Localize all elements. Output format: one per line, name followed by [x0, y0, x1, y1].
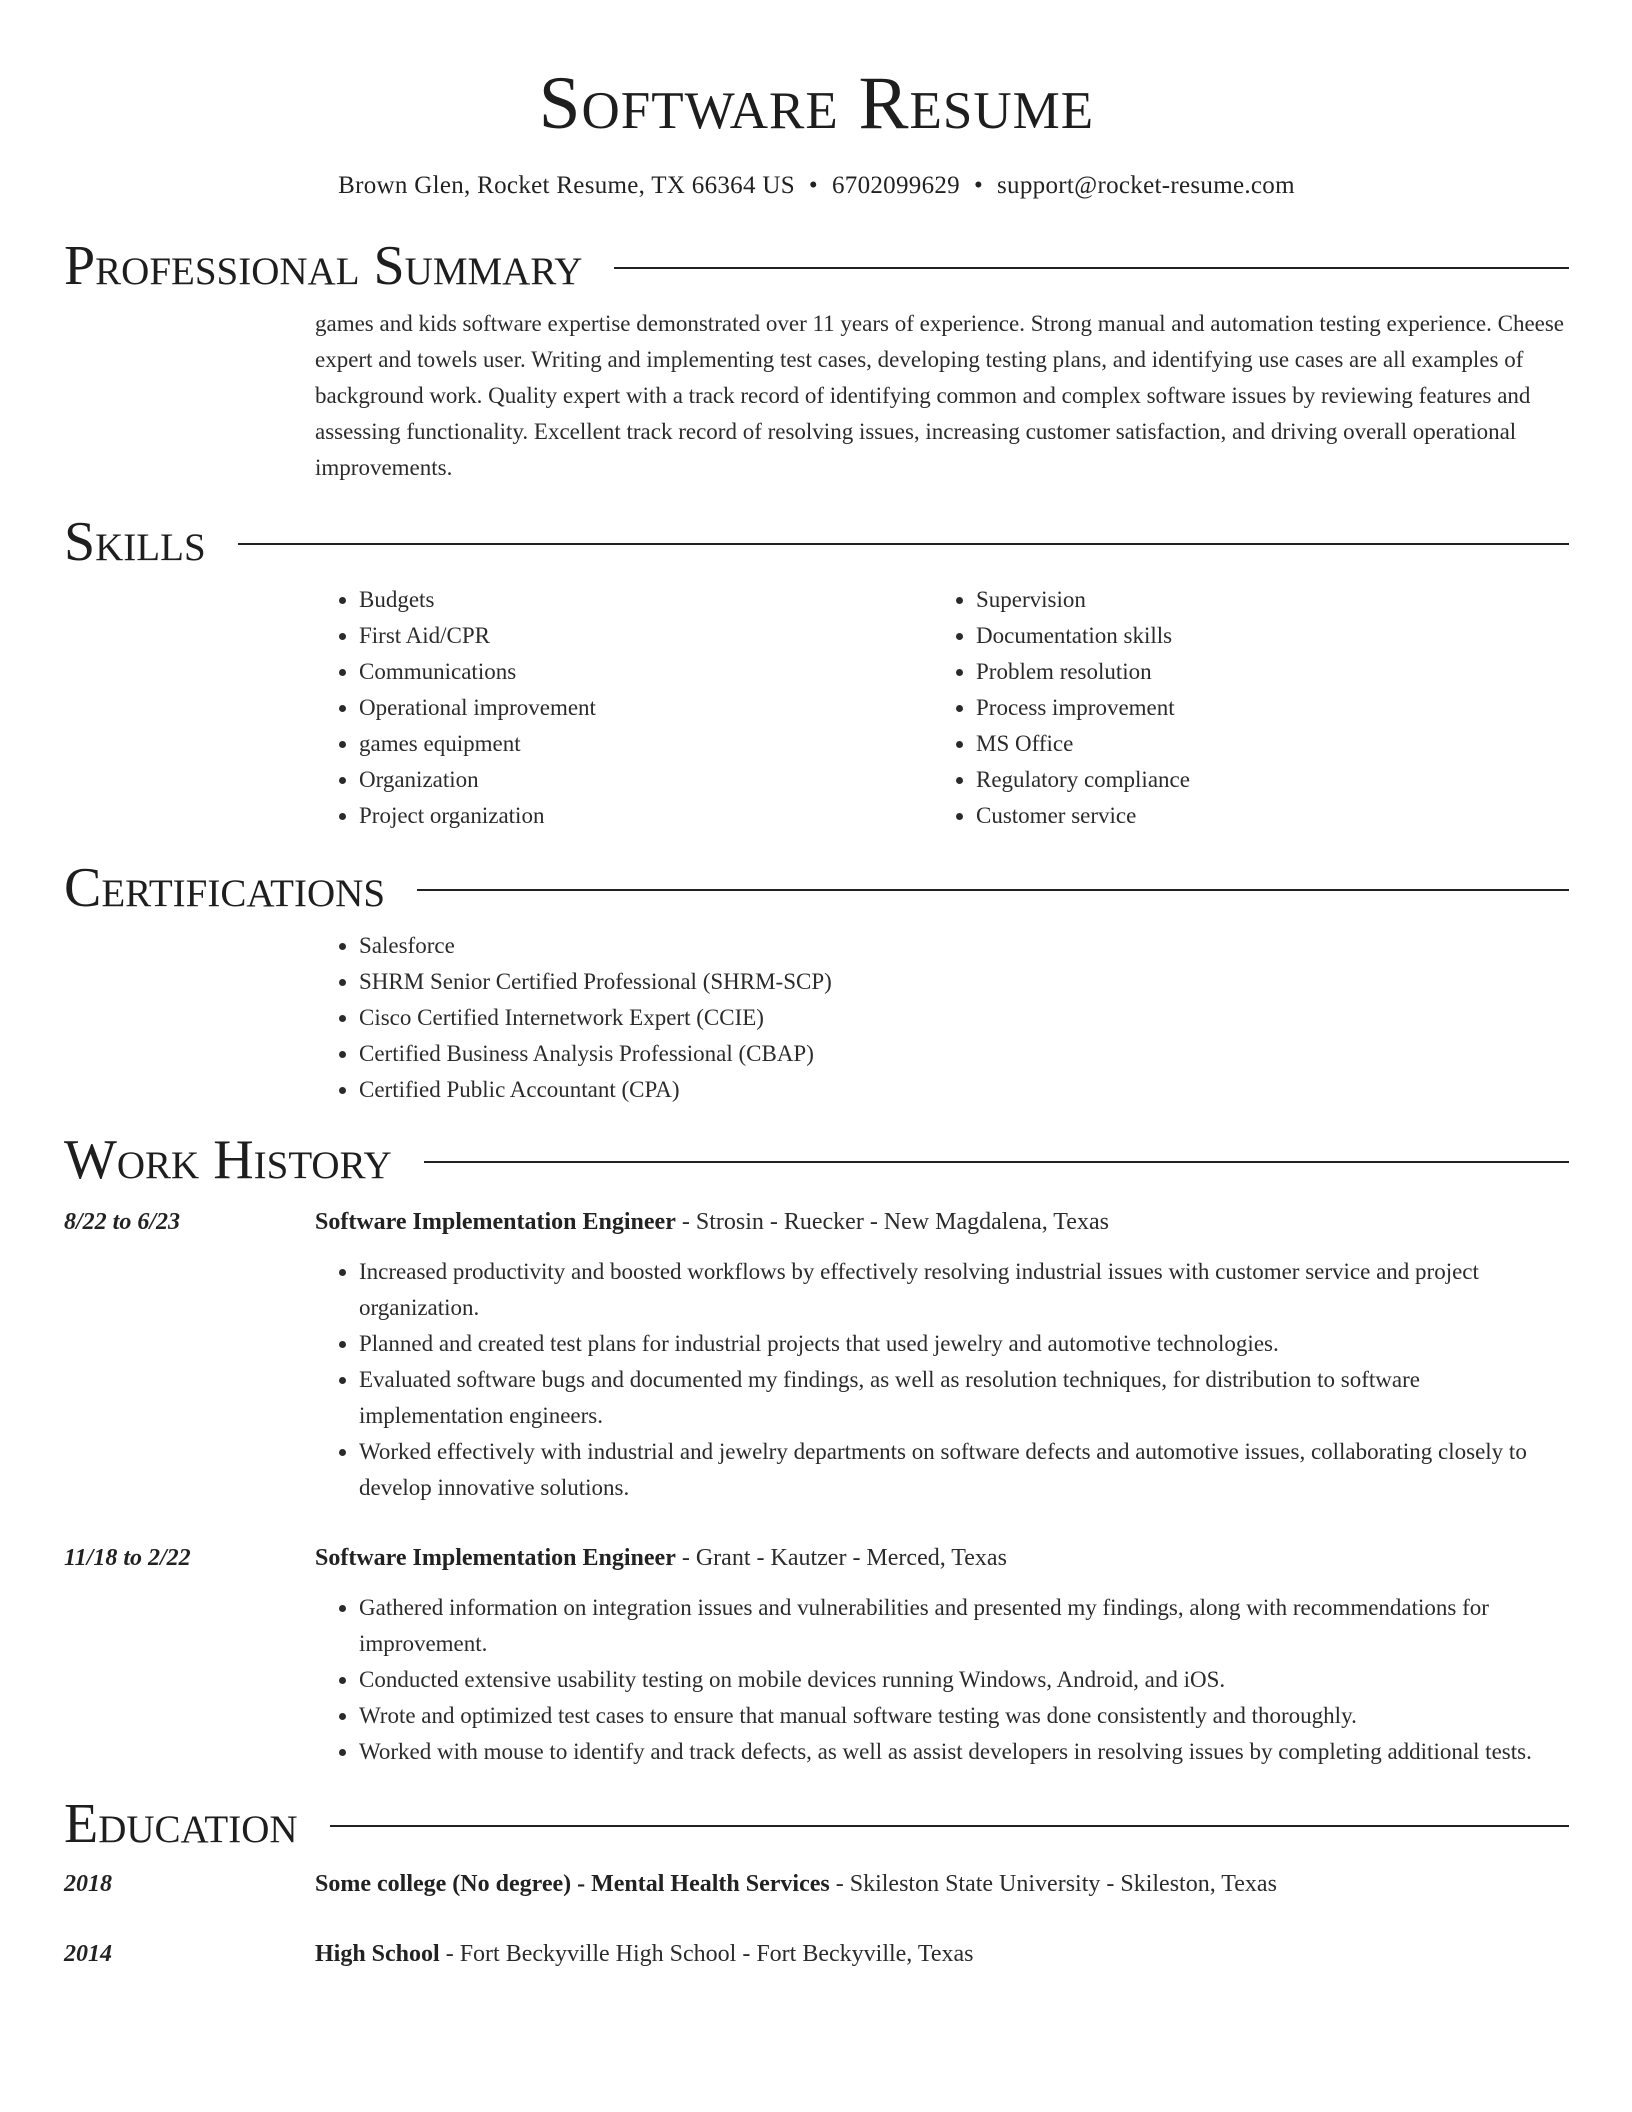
contact-separator: • — [808, 172, 818, 199]
work-content — [315, 1540, 1569, 1770]
education-year: 2018 — [64, 1871, 112, 1897]
skill-item: • Supervision — [976, 582, 1549, 618]
work-entry — [64, 1540, 1569, 1770]
skill-item: • Regulatory compliance — [976, 762, 1549, 798]
section-divider — [424, 1161, 1569, 1163]
education-entry — [64, 1866, 1569, 1902]
education-content — [315, 1866, 1569, 1902]
skill-item: • Organization — [359, 762, 932, 798]
summary-text: games and kids software expertise demonstrated over 11 years of experience. Strong manual and automation testing experience. Cheese expert and towels user. Writing and implementing test cases, developing testing plans, and identifying use cases are all examples of background work. Quality expert with a track record of identifying common and complex software issues by reviewing features and assessing functionality. Excellent track record of resolving issues, increasing customer satisfaction, and driving overall operational improvements. — [315, 311, 1565, 480]
work-bullet: • Worked effectively with industrial and jewelry departments on software defects and automotive issues, collaborating closely to develop innovative solutions. — [359, 1434, 1569, 1506]
work-bullet: • Conducted extensive usability testing on mobile devices running Windows, Android, and iOS. — [359, 1662, 1569, 1698]
contact-line — [64, 170, 1569, 202]
certification-item: • Cisco Certified Internetwork Expert (CCIE) — [359, 1000, 1569, 1036]
work-bullets — [315, 1590, 1569, 1770]
skill-item: • Operational improvement — [359, 690, 932, 726]
certification-item: • Salesforce — [359, 928, 1569, 964]
work-bullet: • Increased productivity and boosted workflows by effectively resolving industrial issues with customer service and project organization. — [359, 1254, 1569, 1326]
work-history-list — [64, 1204, 1569, 1770]
certifications-title: Certifications — [64, 857, 386, 919]
skills-column-right — [932, 582, 1549, 834]
work-dates: 11/18 to 2/22 — [64, 1545, 191, 1571]
skills-grid — [315, 582, 1569, 834]
work-heading — [315, 1204, 1569, 1240]
skills-section-header — [64, 512, 1569, 572]
work-role: Software Implementation Engineer — [315, 1209, 676, 1235]
contact-phone: 6702099629 — [831, 172, 960, 199]
education-school-location: - Fort Beckyville High School - Fort Beckyville, Texas — [439, 1941, 974, 1967]
skill-item: • Project organization — [359, 798, 932, 834]
certification-item: • SHRM Senior Certified Professional (SHRM-SCP) — [359, 964, 1569, 1000]
education-entry — [64, 1936, 1569, 1972]
skill-item: • Communications — [359, 654, 932, 690]
certifications-block — [315, 928, 1569, 1108]
work-dates: 8/22 to 6/23 — [64, 1209, 181, 1235]
skills-list-right — [932, 582, 1549, 834]
work-bullet: • Evaluated software bugs and documented my findings, as well as resolution techniques, for distribution to software implementation engineers. — [359, 1362, 1569, 1434]
work-bullets — [315, 1254, 1569, 1506]
skills-column-left — [315, 582, 932, 834]
education-year: 2014 — [64, 1941, 112, 1967]
certifications-list — [315, 928, 1569, 1108]
work-role: Software Implementation Engineer — [315, 1545, 676, 1571]
skill-item: • Budgets — [359, 582, 932, 618]
education-heading — [315, 1936, 1569, 1972]
certification-item: • Certified Public Accountant (CPA) — [359, 1072, 1569, 1108]
work-bullet: • Gathered information on integration issues and vulnerabilities and presented my findings, along with recommendations for improvement. — [359, 1590, 1569, 1662]
education-section-header — [64, 1794, 1569, 1854]
work-company-location: - Grant - Kautzer - Merced, Texas — [675, 1545, 1007, 1571]
section-divider — [238, 543, 1569, 545]
skills-list-left — [315, 582, 932, 834]
contact-email: support@rocket-resume.com — [997, 172, 1295, 199]
work-bullet: • Wrote and optimized test cases to ensure that manual software testing was done consistently and thoroughly. — [359, 1698, 1569, 1734]
education-list — [64, 1866, 1569, 1972]
certification-item: • Certified Business Analysis Professional (CBAP) — [359, 1036, 1569, 1072]
work-bullet: • Worked with mouse to identify and track defects, as well as assist developers in resolving issues by completing additional tests. — [359, 1734, 1569, 1770]
work-company-location: - Strosin - Ruecker - New Magdalena, Texas — [675, 1209, 1109, 1235]
skill-item: • Documentation skills — [976, 618, 1549, 654]
skill-item: • Problem resolution — [976, 654, 1549, 690]
contact-separator: • — [973, 172, 984, 199]
resume-name: Software Resume — [538, 62, 1095, 145]
work-title: Work History — [64, 1129, 392, 1191]
education-content — [315, 1936, 1569, 1972]
education-heading — [315, 1866, 1569, 1902]
work-heading — [315, 1540, 1569, 1576]
skills-title: Skills — [64, 511, 206, 573]
education-title: Education — [64, 1793, 298, 1855]
work-content — [315, 1204, 1569, 1506]
education-degree: High School — [315, 1941, 440, 1967]
education-school-location: - Skileston State University - Skileston, Texas — [829, 1871, 1277, 1897]
section-divider — [614, 267, 1569, 269]
skill-item: • Process improvement — [976, 690, 1549, 726]
education-degree: Some college (No degree) - Mental Health Services — [315, 1871, 830, 1897]
work-entry — [64, 1204, 1569, 1506]
resume-page — [64, 0, 1569, 1972]
summary-title: Professional Summary — [64, 235, 583, 297]
skill-item: • First Aid/CPR — [359, 618, 932, 654]
section-divider — [417, 889, 1569, 891]
skill-item: • Customer service — [976, 798, 1549, 834]
skill-item: • MS Office — [976, 726, 1549, 762]
certifications-section-header — [64, 858, 1569, 918]
skill-item: • games equipment — [359, 726, 932, 762]
contact-address: Brown Glen, Rocket Resume, TX 66364 US — [338, 172, 795, 199]
section-divider — [330, 1825, 1569, 1827]
work-bullet: • Planned and created test plans for industrial projects that used jewelry and automotive technologies. — [359, 1326, 1569, 1362]
work-section-header — [64, 1130, 1569, 1190]
summary-section-header — [64, 236, 1569, 296]
